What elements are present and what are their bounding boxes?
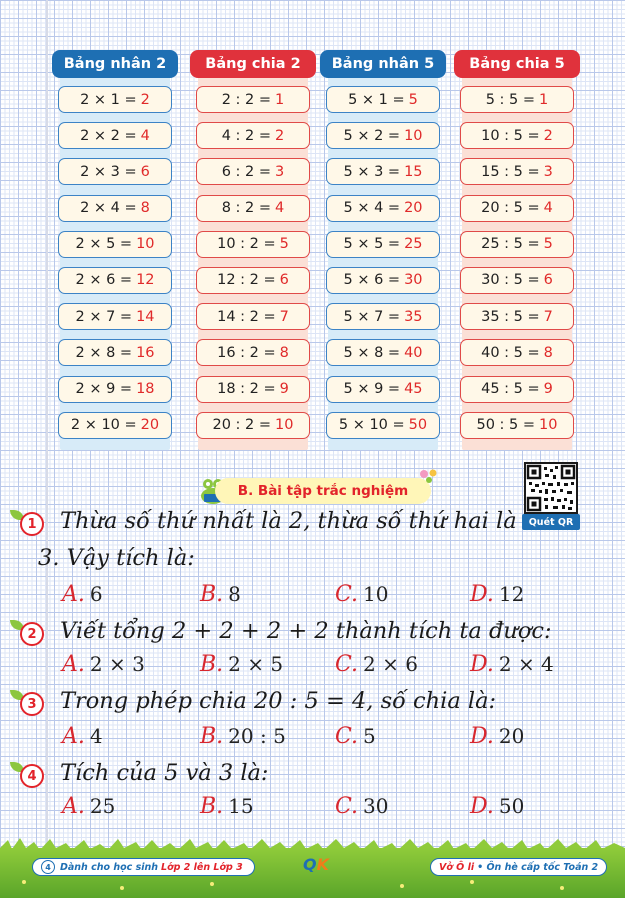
cell-result: 15 (404, 163, 423, 180)
cell-result: 9 (543, 381, 553, 397)
table-cell (196, 339, 310, 366)
table-cell (326, 339, 440, 366)
question-number: 4 (20, 764, 44, 788)
table-cell (58, 231, 172, 258)
table-cell (326, 376, 440, 403)
table-0 (52, 38, 178, 450)
table-cell (326, 122, 440, 149)
answer-option[interactable] (200, 724, 286, 749)
cell-result: 2 (140, 91, 150, 108)
table-cell (326, 267, 440, 294)
cell-expression: 5 × 6 = (343, 272, 401, 289)
cell-result: 25 (404, 236, 423, 253)
answer-option[interactable] (62, 582, 103, 607)
table-cell (460, 86, 574, 113)
option-letter: C. (335, 652, 359, 677)
decor-dot (400, 884, 404, 888)
answer-option[interactable] (62, 652, 145, 677)
answer-option[interactable] (470, 794, 524, 819)
table-title: Bảng chia 2 (190, 50, 316, 78)
cell-result: 5 (408, 91, 418, 108)
option-letter: A. (62, 794, 85, 819)
cell-result: 6 (140, 163, 150, 180)
cell-expression: 12 : 2 = (217, 272, 276, 289)
table-cell (196, 195, 310, 222)
table-cell (196, 122, 310, 149)
table-cell (326, 86, 440, 113)
cell-result: 3 (275, 163, 285, 180)
option-value: 6 (89, 582, 103, 606)
question-number: 2 (20, 622, 44, 646)
cell-expression: 5 × 8 = (343, 344, 401, 361)
option-value: 8 (228, 582, 241, 606)
cell-expression: 2 × 10 = (70, 417, 137, 434)
cell-expression: 5 × 2 = (343, 127, 401, 144)
cell-result: 20 (404, 200, 423, 217)
option-letter: D. (470, 724, 494, 749)
cell-result: 18 (136, 381, 155, 397)
table-cell (460, 412, 574, 439)
cell-expression: 5 × 1 = (348, 91, 405, 108)
cell-expression: 2 × 6 = (75, 272, 133, 289)
answer-option[interactable] (200, 794, 254, 819)
table-cell (326, 231, 440, 258)
table-cell (58, 412, 172, 439)
cell-result: 5 (279, 236, 289, 253)
question-text: 3. Vậy tích là: (38, 545, 195, 571)
cell-result: 1 (275, 91, 285, 108)
cell-result: 40 (404, 344, 423, 361)
cell-result: 6 (279, 272, 289, 289)
table-cell (58, 195, 172, 222)
table-cell (460, 267, 574, 294)
cell-result: 14 (136, 308, 155, 325)
answer-option[interactable] (200, 582, 241, 607)
decor-dot (120, 886, 124, 890)
section-title: B. Bài tập trắc nghiệm (215, 478, 431, 504)
option-letter: C. (335, 794, 359, 819)
cell-expression: 6 : 2 = (221, 163, 272, 180)
table-cell (196, 231, 310, 258)
option-letter: D. (470, 794, 494, 819)
option-letter: A. (62, 582, 85, 607)
table-3 (454, 38, 580, 450)
table-cell (326, 303, 440, 330)
question-text: Viết tổng 2 + 2 + 2 + 2 thành tích ta được: (60, 618, 552, 644)
cell-result: 50 (408, 417, 428, 434)
cell-result: 3 (543, 163, 553, 180)
table-cell (58, 122, 172, 149)
cell-expression: 5 × 4 = (343, 200, 401, 217)
option-value: 10 (363, 582, 389, 606)
option-value: 2 × 6 (363, 652, 418, 676)
question-text: Thừa số thứ nhất là 2, thừa số thứ hai là (60, 508, 517, 534)
table-cell (196, 303, 310, 330)
table-cell (58, 339, 172, 366)
option-value: 2 × 3 (89, 652, 145, 676)
cell-expression: 14 : 2 = (217, 308, 276, 325)
option-value: 20 : 5 (228, 724, 286, 748)
question-text: Trong phép chia 20 : 5 = 4, số chia là: (60, 688, 497, 714)
cell-expression: 2 × 8 = (75, 344, 133, 361)
option-letter: C. (335, 724, 359, 749)
cell-expression: 2 × 5 = (75, 236, 133, 253)
option-value: 30 (363, 794, 389, 818)
cell-expression: 5 : 5 = (485, 91, 536, 108)
option-letter: B. (200, 794, 224, 819)
cell-result: 5 (543, 236, 553, 253)
cell-expression: 16 : 2 = (217, 344, 276, 361)
cell-expression: 20 : 5 = (481, 200, 540, 217)
table-1 (190, 38, 316, 450)
option-letter: D. (470, 652, 494, 677)
cell-result: 8 (140, 200, 150, 217)
page-number: 4 (41, 860, 55, 874)
cell-expression: 30 : 5 = (481, 272, 540, 289)
footer-left-prefix: Dành cho học sinh (60, 861, 159, 873)
option-letter: C. (335, 582, 359, 607)
cell-expression: 45 : 5 = (481, 381, 540, 397)
option-letter: B. (200, 652, 224, 677)
option-letter: D. (470, 582, 494, 607)
cell-result: 2 (275, 127, 285, 144)
table-cell (196, 376, 310, 403)
table-cell (196, 86, 310, 113)
table-cell (460, 195, 574, 222)
cell-expression: 8 : 2 = (221, 200, 272, 217)
cell-expression: 25 : 5 = (481, 236, 540, 253)
cell-result: 16 (136, 344, 155, 361)
table-2 (320, 38, 446, 450)
table-cell (196, 158, 310, 185)
table-cell (460, 158, 574, 185)
cell-expression: 35 : 5 = (481, 308, 540, 325)
cell-result: 10 (275, 417, 294, 434)
footer-right-pill (430, 858, 607, 876)
cell-expression: 40 : 5 = (481, 344, 540, 361)
answer-option[interactable] (470, 724, 524, 749)
table-cell (460, 122, 574, 149)
cell-result: 30 (404, 272, 423, 289)
answer-option[interactable] (62, 724, 103, 749)
cell-expression: 2 : 2 = (221, 91, 272, 108)
cell-expression: 5 × 3 = (343, 163, 401, 180)
answer-option[interactable] (200, 652, 283, 677)
table-cell (460, 231, 574, 258)
cell-result: 12 (136, 272, 155, 289)
cell-expression: 2 × 2 = (80, 127, 137, 144)
answer-option[interactable] (62, 794, 115, 819)
option-value: 4 (89, 724, 103, 748)
question-number: 1 (20, 512, 44, 536)
option-value: 15 (228, 794, 254, 818)
option-letter: A. (62, 652, 85, 677)
cell-result: 4 (543, 200, 553, 217)
footer-left-pill (32, 858, 255, 876)
answer-option[interactable] (470, 582, 524, 607)
cell-expression: 10 : 2 = (217, 236, 276, 253)
cell-result: 10 (539, 417, 558, 434)
table-cells (58, 86, 172, 448)
answer-option[interactable] (335, 724, 376, 749)
option-letter: A. (62, 724, 85, 749)
option-value: 20 (498, 724, 525, 748)
footer-right-prefix: Vở Ô li (439, 861, 475, 873)
cell-expression: 5 × 5 = (343, 236, 401, 253)
qr-label[interactable]: Quét QR (522, 514, 580, 530)
footer-right-text: • Ôn hè cấp tốc Toán 2 (477, 861, 599, 873)
cell-expression: 10 : 5 = (481, 127, 540, 144)
cell-result: 9 (279, 381, 289, 397)
cell-expression: 2 × 4 = (80, 200, 137, 217)
option-letter: B. (200, 724, 224, 749)
cell-expression: 18 : 2 = (217, 381, 276, 397)
decor-dot (210, 882, 214, 886)
qr-code-icon[interactable] (524, 462, 578, 514)
cell-result: 10 (136, 236, 155, 253)
option-value: 12 (498, 582, 525, 606)
option-letter: B. (200, 582, 224, 607)
cell-result: 7 (279, 308, 289, 325)
answer-option[interactable] (335, 582, 389, 607)
table-cell (460, 303, 574, 330)
cell-result: 8 (279, 344, 289, 361)
answer-option[interactable] (335, 794, 389, 819)
cell-result: 1 (539, 91, 549, 108)
table-cell (326, 195, 440, 222)
table-cell (58, 303, 172, 330)
cell-result: 7 (543, 308, 553, 325)
cell-expression: 2 × 7 = (75, 308, 133, 325)
table-cell (460, 339, 574, 366)
table-title: Bảng nhân 2 (52, 50, 178, 78)
cell-result: 6 (543, 272, 553, 289)
table-cell (58, 158, 172, 185)
table-cell (196, 267, 310, 294)
margin-line (46, 0, 48, 848)
table-cell (460, 376, 574, 403)
cell-result: 20 (140, 417, 160, 434)
cell-expression: 2 × 1 = (80, 91, 137, 108)
table-cell (58, 267, 172, 294)
decor-dot (470, 880, 474, 884)
decor-dot (22, 880, 26, 884)
cell-result: 10 (404, 127, 423, 144)
footer-left-highlight: Lớp 2 lên Lớp 3 (161, 861, 243, 873)
cell-expression: 15 : 5 = (481, 163, 540, 180)
answer-option[interactable] (335, 652, 418, 677)
cell-result: 4 (140, 127, 150, 144)
option-value: 25 (89, 794, 116, 818)
publisher-logo (290, 852, 342, 876)
table-cells (196, 86, 310, 448)
question-number: 3 (20, 692, 44, 716)
table-cells (460, 86, 574, 448)
table-cell (58, 86, 172, 113)
table-cell (326, 412, 440, 439)
cell-result: 4 (275, 200, 285, 217)
cell-expression: 50 : 5 = (476, 417, 536, 434)
logo-main: Q (302, 854, 317, 874)
cell-result: 45 (404, 381, 423, 397)
table-title: Bảng nhân 5 (320, 50, 446, 78)
table-cell (58, 376, 172, 403)
cell-result: 35 (404, 308, 423, 325)
cell-result: 8 (543, 344, 553, 361)
cell-expression: 20 : 2 = (212, 417, 272, 434)
cell-expression: 4 : 2 = (221, 127, 272, 144)
option-value: 50 (498, 794, 525, 818)
cell-expression: 2 × 3 = (80, 163, 137, 180)
cell-expression: 5 × 10 = (338, 417, 405, 434)
cell-expression: 2 × 9 = (75, 381, 133, 397)
logo-accent: K (316, 854, 329, 874)
cell-expression: 5 × 9 = (343, 381, 401, 397)
decor-dot (560, 886, 564, 890)
table-cells (326, 86, 440, 448)
answer-option[interactable] (470, 652, 554, 677)
question-text: Tích của 5 và 3 là: (60, 760, 269, 786)
option-value: 5 (363, 724, 376, 748)
option-value: 2 × 4 (498, 652, 554, 676)
option-value: 2 × 5 (228, 652, 284, 676)
table-title: Bảng chia 5 (454, 50, 580, 78)
flower-icon (418, 468, 440, 486)
table-cell (326, 158, 440, 185)
cell-result: 2 (543, 127, 553, 144)
cell-expression: 5 × 7 = (343, 308, 401, 325)
table-cell (196, 412, 310, 439)
